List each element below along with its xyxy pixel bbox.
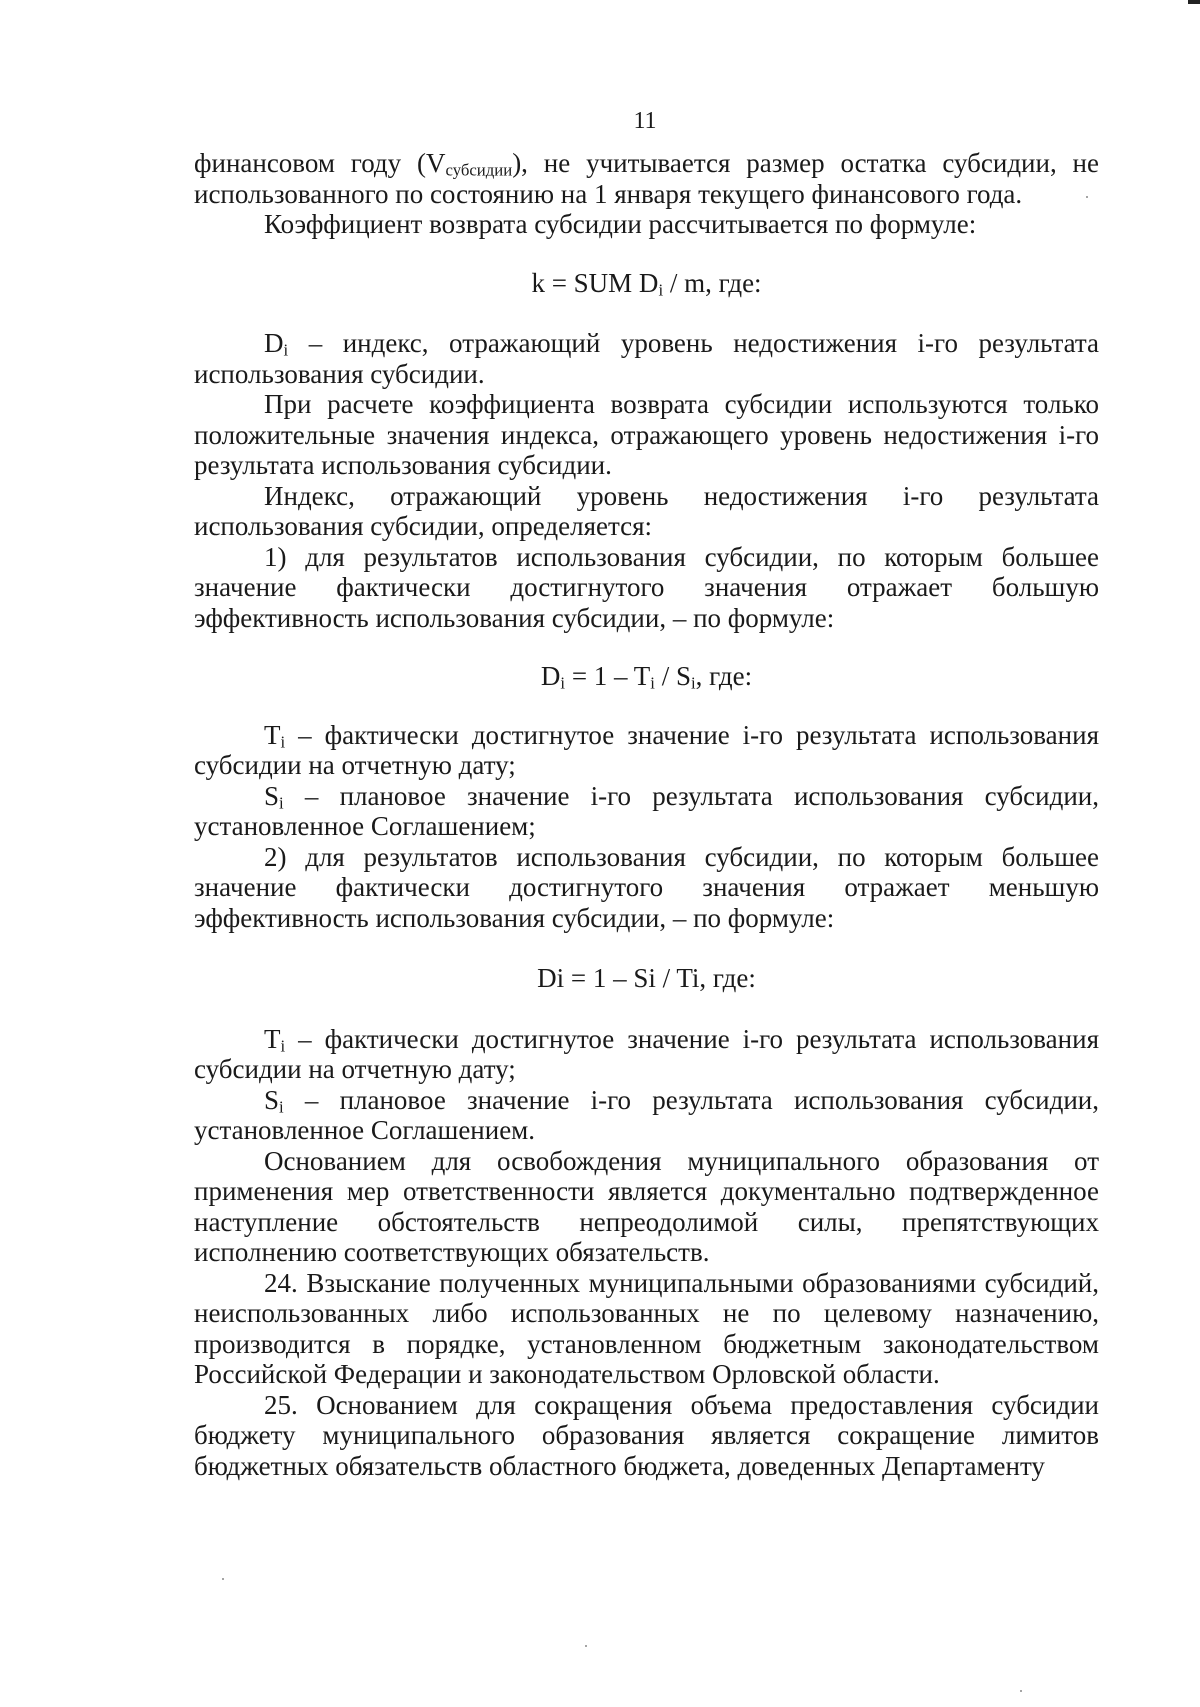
paragraph-index-determined: Индекс, отражающий уровень недостижения i-го результата использования субсидии, определяется: — [194, 480, 1099, 541]
page-number: 11 — [633, 108, 657, 134]
formula-case-2: Di = 1 – Si / Ti, где: — [537, 963, 756, 993]
paragraph-coefficient-intro: Коэффициент возврата субсидии рассчитывается по формуле: — [264, 209, 977, 239]
paragraph-ti-definition: $T_i$ – фактически достигнутое значение i-го результата использования субсидии на отчетную дату; — [194, 719, 1099, 780]
paragraph-case-2: 2) для результатов использования субсидии, по которым большее значение фактически достигнутого значения отражает меньшую эффективность использования субсидии, – по формуле: — [194, 841, 1099, 933]
scan-speck — [585, 1645, 587, 1647]
paragraph-positive-values: При расчете коэффициента возврата субсидии используются только положительные значения индекса, отражающего уровень недостижения i-го результата использования субсидии. — [194, 389, 1099, 480]
document-body — [194, 148, 1099, 1481]
formula-coefficient: k = SUM $D_i$ / m, где: — [531, 267, 762, 300]
paragraph-di-definition: $D_i$ – индекс, отражающий уровень недостижения i-го результата использования субсидии. — [194, 328, 1099, 389]
paragraph-subsidy-volume: финансовом году $(V_{субсидии})$, не учитывается размер остатка субсидии, не использованного по состоянию на 1 января текущего финансового года. — [194, 148, 1099, 209]
paragraph-force-majeure: Основанием для освобождения муниципального образования от применения мер ответственности является документально подтвержденное наступление обстоятельств непреодолимой силы, препятствующих исполнению соответствующих обязательств. — [194, 1145, 1099, 1267]
scan-speck — [1086, 196, 1088, 198]
paragraph-si-definition: $S_i$ – плановое значение i-го результата использования субсидии, установленное Соглашением; — [194, 780, 1099, 841]
scan-speck — [1020, 1690, 1022, 1692]
paragraph-ti-definition-2: $T_i$ – фактически достигнутое значение i-го результата использования субсидии на отчетную дату; — [194, 1023, 1099, 1084]
paragraph-case-1: 1) для результатов использования субсидии, по которым большее значение фактически достигнутого значения отражает большую эффективность использования субсидии, – по формуле: — [194, 541, 1099, 633]
paragraph-item-24: 24. Взыскание полученных муниципальными образованиями субсидий, неиспользованных либо использованных не по целевому назначению, производится в порядке, установленном бюджетным законодательством Российской Федерации и законодательством Орловской области. — [194, 1267, 1099, 1389]
scan-speck — [222, 1578, 224, 1580]
scan-corner-mark — [1188, 0, 1200, 4]
paragraph-item-25: 25. Основанием для сокращения объема предоставления субсидии бюджету муниципального образования является сокращение лимитов бюджетных обязательств областного бюджета, доведенных Департаменту — [194, 1389, 1099, 1481]
paragraph-si-definition-2: $S_i$ – плановое значение i-го результата использования субсидии, установленное Соглашением. — [194, 1084, 1099, 1145]
formula-case-1: $D_i = 1 - T_i / S_i$, где: — [540, 661, 753, 693]
